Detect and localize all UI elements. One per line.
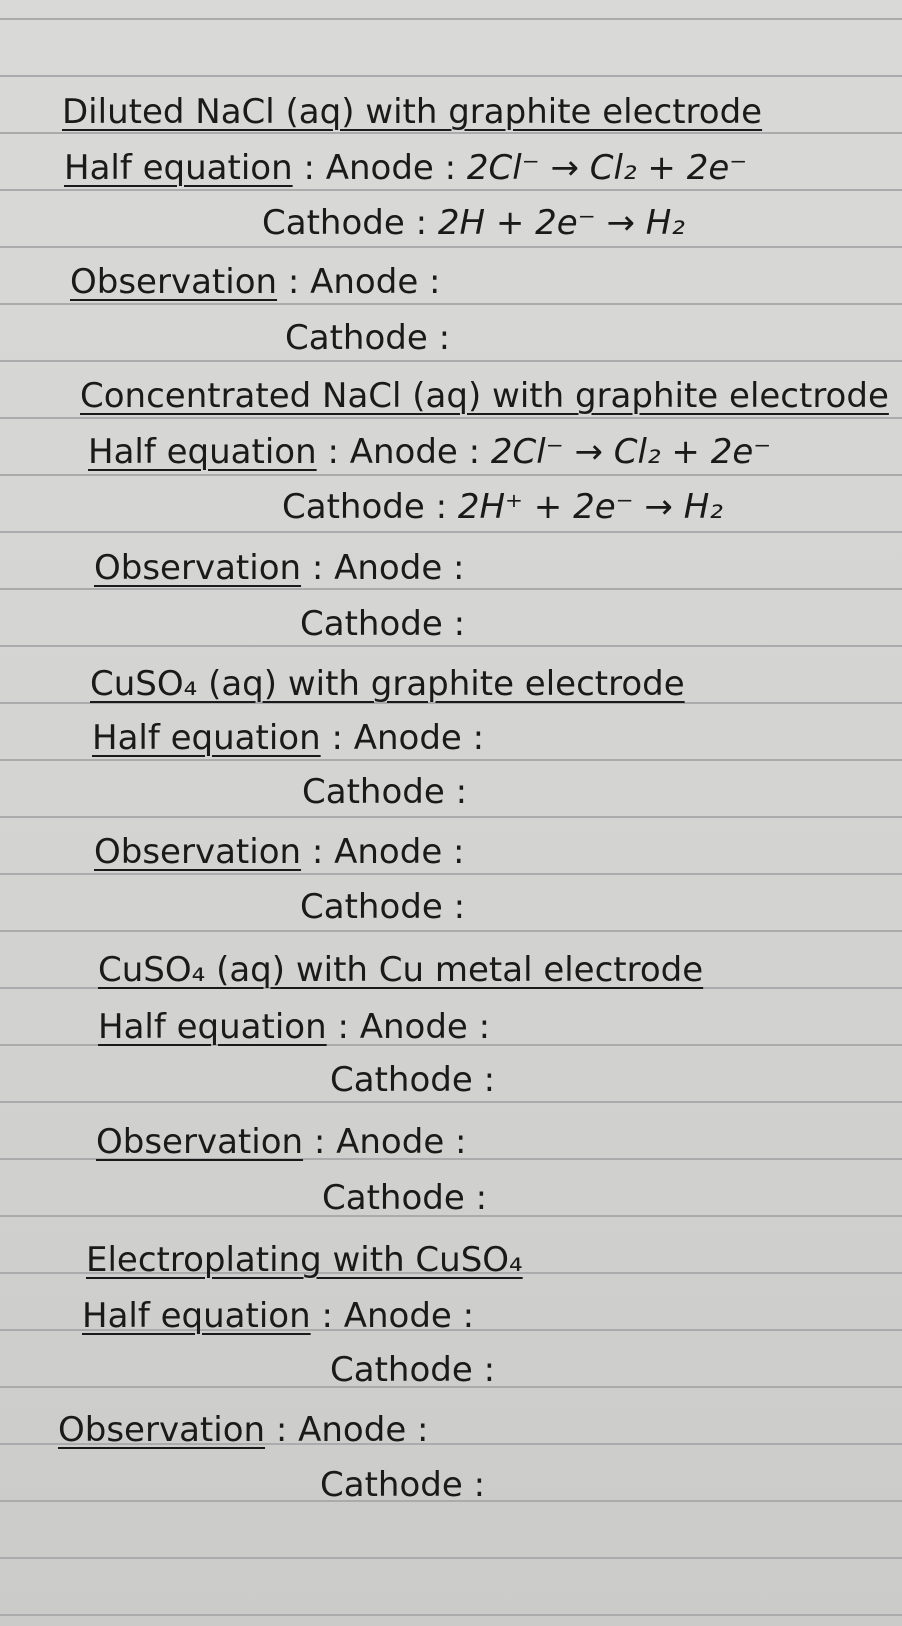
cathode-label: Cathode (330, 1060, 473, 1100)
cathode-label: Cathode (262, 203, 405, 243)
anode-label: Anode (336, 1122, 445, 1162)
ruled-line (0, 531, 902, 533)
ruled-line (0, 474, 902, 476)
anode-label: Anode (325, 148, 434, 188)
anode-label: Anode (334, 832, 443, 872)
anode-label: Anode (349, 432, 458, 472)
half-equation-label: Half equation (88, 432, 317, 472)
section-title: Concentrated NaCl (aq) with graphite electrode (80, 376, 889, 416)
cathode-label: Cathode (282, 487, 425, 527)
cathode-row: Cathode : (300, 604, 466, 644)
anode-equation: 2Cl⁻ → Cl₂ + 2e⁻ (466, 148, 748, 188)
cathode-equation: 2H + 2e⁻ → H₂ (437, 203, 685, 243)
half-equation-row: Half equation : Anode : (92, 718, 485, 758)
anode-label: Anode (359, 1007, 468, 1047)
cathode-label: Cathode (330, 1350, 473, 1390)
half-equation-row: Half equation : Anode : (98, 1007, 491, 1047)
ruled-line (0, 1557, 902, 1559)
cathode-label: Cathode (300, 604, 443, 644)
half-equation-label: Half equation (64, 148, 293, 188)
observation-row: Observation : Anode : (58, 1410, 429, 1450)
ruled-line (0, 930, 902, 932)
ruled-line (0, 18, 902, 20)
ruled-line (0, 132, 902, 134)
cathode-row: Cathode : (330, 1060, 496, 1100)
ruled-line (0, 1101, 902, 1103)
ruled-line (0, 246, 902, 248)
cathode-row: Cathode : (330, 1350, 496, 1390)
anode-label: Anode (310, 262, 419, 302)
observation-row: Observation : Anode : (94, 548, 465, 588)
ruled-line (0, 759, 902, 761)
anode-label: Anode (353, 718, 462, 758)
ruled-line (0, 189, 902, 191)
observation-row: Observation : Anode : (94, 832, 465, 872)
anode-label: Anode (343, 1296, 452, 1336)
observation-label: Observation (96, 1122, 304, 1162)
cathode-equation: 2H⁺ + 2e⁻ → H₂ (457, 487, 723, 527)
observation-label: Observation (70, 262, 278, 302)
anode-label: Anode (334, 548, 443, 588)
cathode-row: Cathode : (285, 318, 451, 358)
ruled-line (0, 873, 902, 875)
observation-label: Observation (94, 548, 302, 588)
observation-row: Observation : Anode : (70, 262, 441, 302)
section-title: Diluted NaCl (aq) with graphite electrode (62, 92, 763, 132)
ruled-line (0, 645, 902, 647)
half-equation-label: Half equation (98, 1007, 327, 1047)
half-equation-row: Half equation : Anode : (82, 1296, 475, 1336)
half-equation-label: Half equation (92, 718, 321, 758)
ruled-line (0, 75, 902, 77)
cathode-row: Cathode : (320, 1465, 486, 1505)
cathode-row: Cathode : (322, 1178, 488, 1218)
half-equation-row: Half equation : Anode : 2Cl⁻ → Cl₂ + 2e⁻ (64, 148, 748, 188)
ruled-line (0, 303, 902, 305)
ruled-line (0, 417, 902, 419)
cathode-label: Cathode (300, 887, 443, 927)
section-title: CuSO₄ (aq) with graphite electrode (90, 664, 685, 704)
ruled-line (0, 1614, 902, 1616)
anode-equation: 2Cl⁻ → Cl₂ + 2e⁻ (490, 432, 772, 472)
section-title: CuSO₄ (aq) with Cu metal electrode (98, 950, 704, 990)
cathode-row: Cathode : (300, 887, 466, 927)
ruled-line (0, 816, 902, 818)
half-equation-row: Half equation : Anode : 2Cl⁻ → Cl₂ + 2e⁻ (88, 432, 772, 472)
ruled-line (0, 588, 902, 590)
observation-label: Observation (58, 1410, 266, 1450)
anode-label: Anode (298, 1410, 407, 1450)
half-equation-label: Half equation (82, 1296, 311, 1336)
cathode-label: Cathode (302, 772, 445, 812)
observation-row: Observation : Anode : (96, 1122, 467, 1162)
cathode-label: Cathode (322, 1178, 465, 1218)
observation-label: Observation (94, 832, 302, 872)
ruled-line (0, 360, 902, 362)
section-title: Electroplating with CuSO₄ (86, 1240, 523, 1280)
cathode-row: Cathode : 2H + 2e⁻ → H₂ (262, 203, 685, 243)
cathode-row: Cathode : (302, 772, 468, 812)
cathode-row: Cathode : 2H⁺ + 2e⁻ → H₂ (282, 487, 723, 527)
cathode-label: Cathode (320, 1465, 463, 1505)
cathode-label: Cathode (285, 318, 428, 358)
